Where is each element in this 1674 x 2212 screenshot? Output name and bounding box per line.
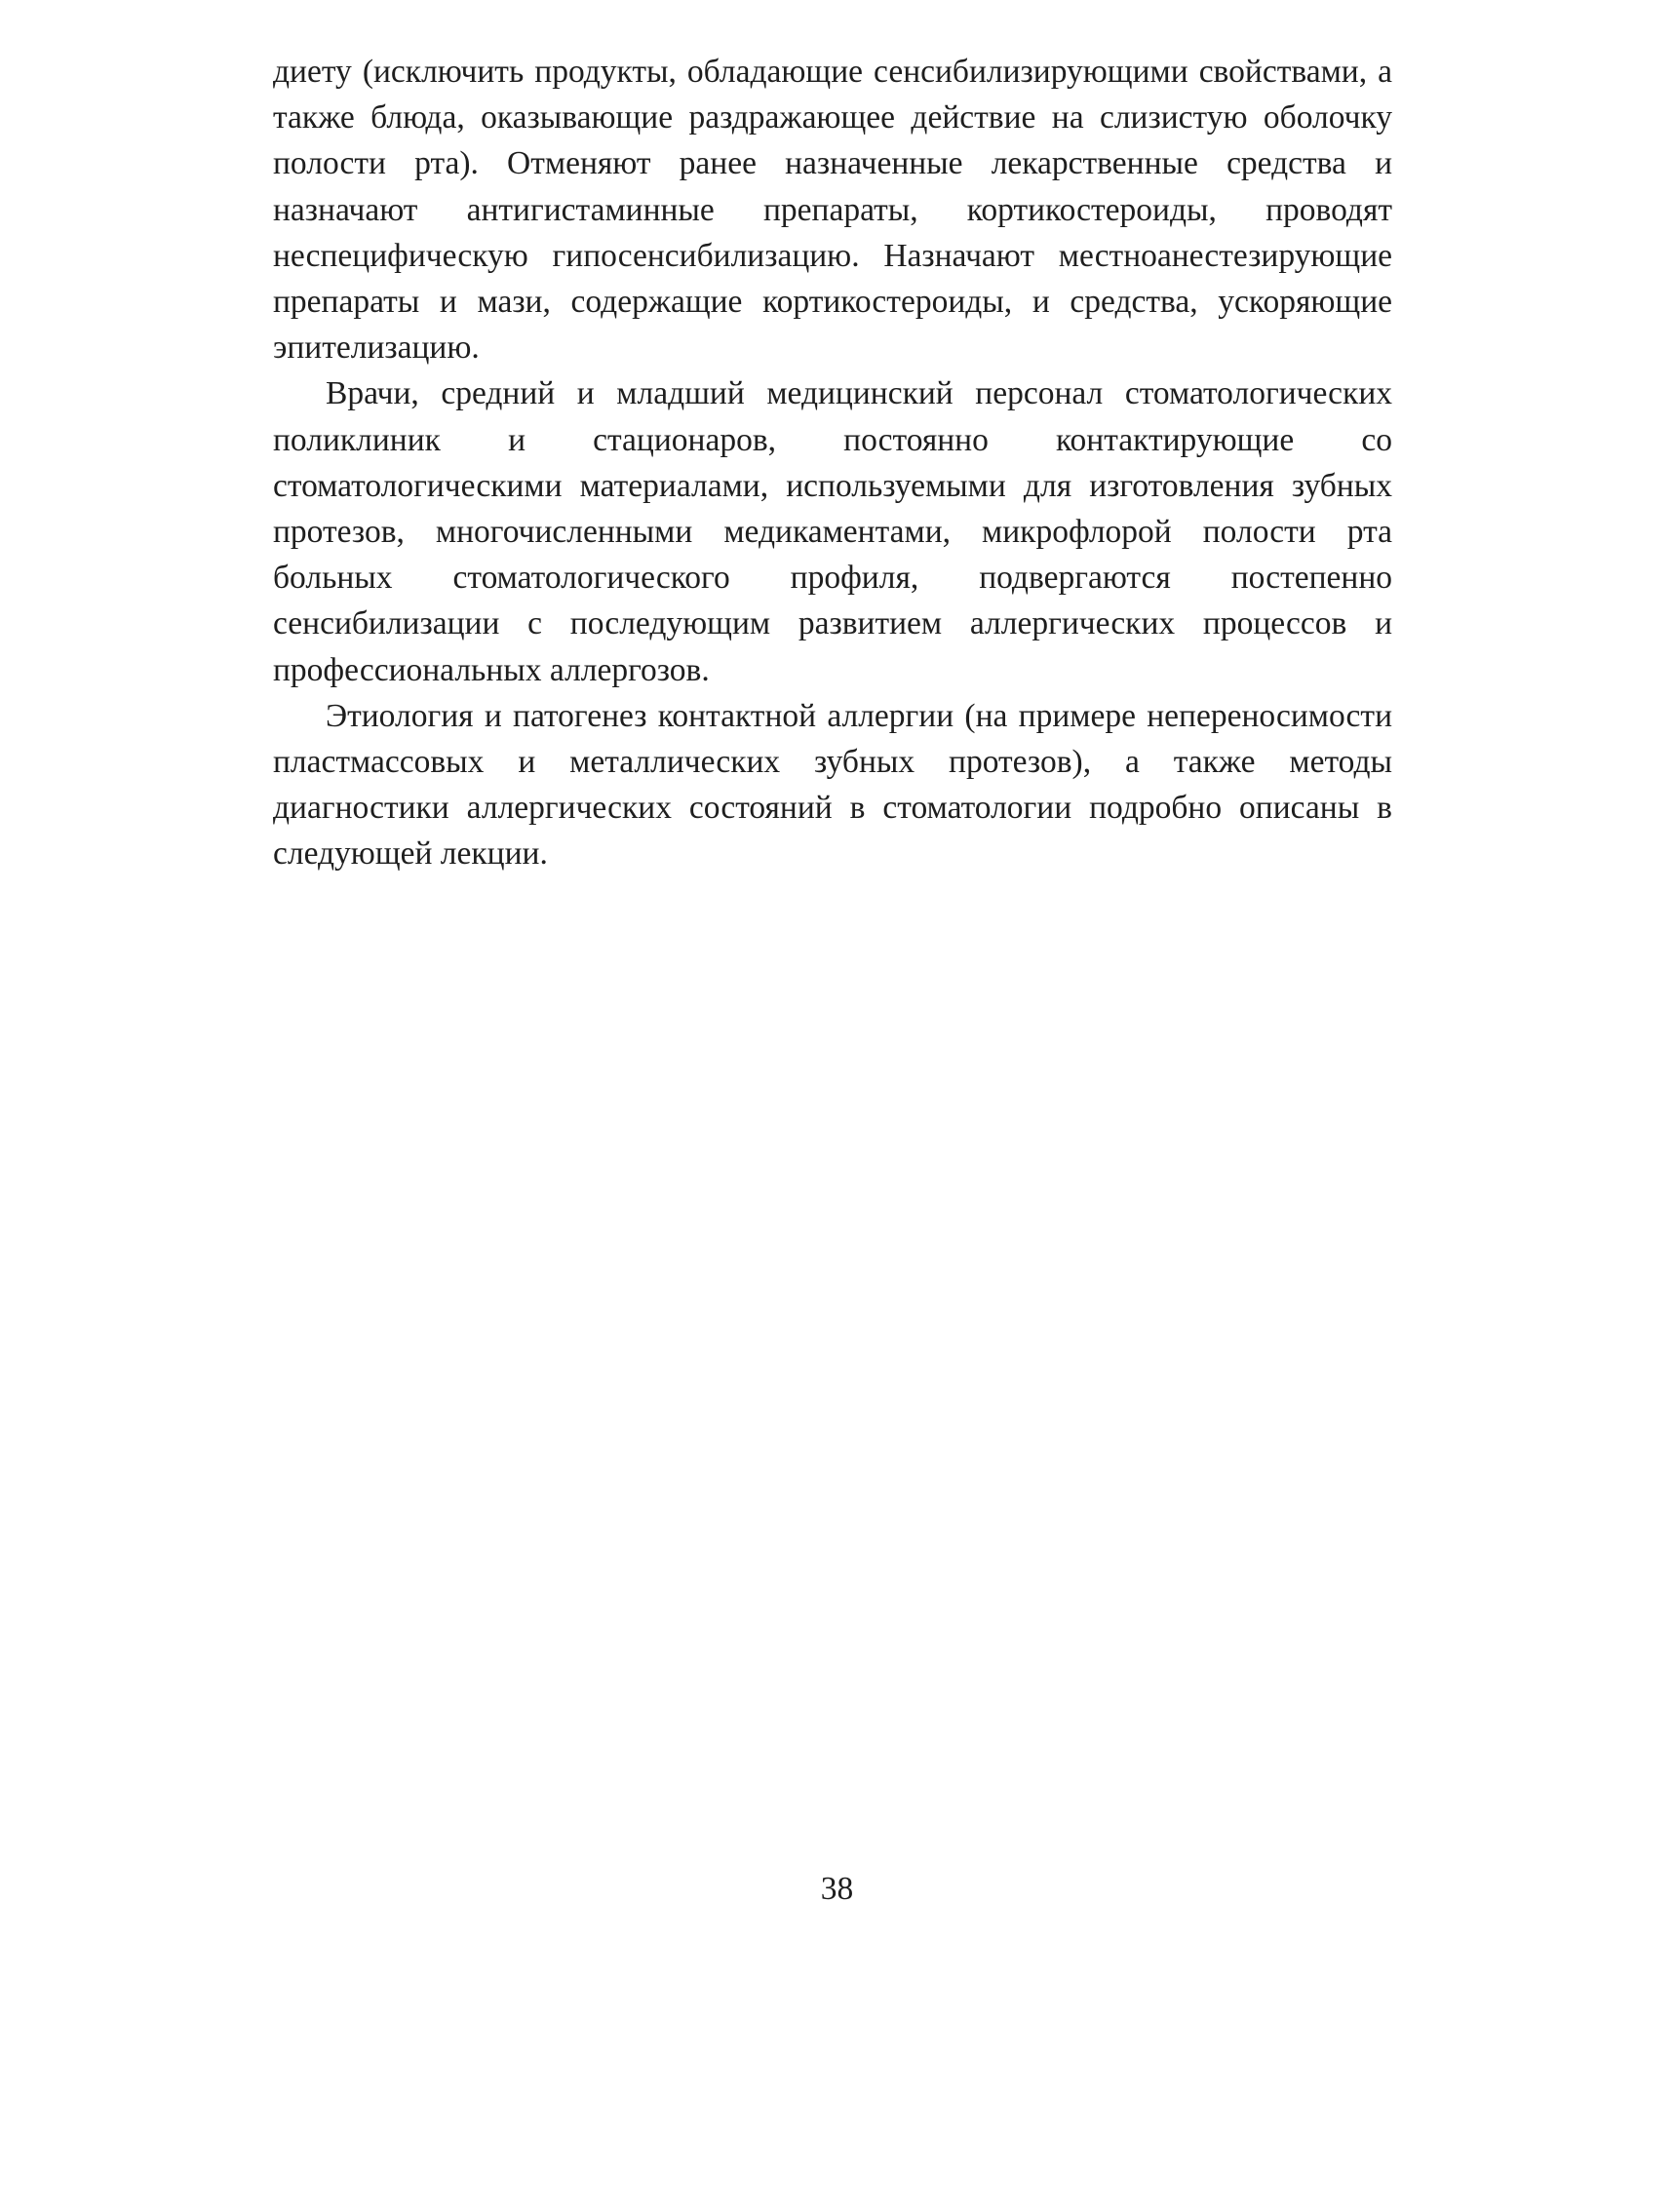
body-text	[273, 49, 1392, 877]
paragraph-etiology: Этиология и патогенез контактной аллергии (на примере непереносимости пластмассовых и металлических зубных протезов), а также методы диагностики аллергических состояний в стоматологии подробно описаны в следующей лекции.	[273, 697, 1392, 873]
page-number: 38	[820, 1871, 854, 1907]
paragraph-medical-staff: Врачи, средний и младший медицинский персонал стоматологических поликлиник и стационаров, постоянно контактирующие со стоматологическими материалами, используемыми для изготовления зубных протезов, многочисленными медикаментами, микрофлорой полости рта больных стоматологического профиля, подвергаются постепенно сенсибилизации с последующим развитием аллергических процессов и профессиональных аллергозов.	[273, 375, 1392, 688]
paragraph-diet-treatment: диету (исключить продукты, обладающие сенсибилизирующими свойствами, а также блюда, оказывающие раздражающее действие на слизистую оболочку полости рта). Отменяют ранее назначенные лекарственные средства и назначают антигистаминные препараты, кортикостероиды, проводят неспецифическую гипосенсибилизацию. Назначают местноанестезирующие препараты и мази, содержащие кортикостероиды, и средства, ускоряющие эпителизацию.	[273, 54, 1392, 367]
